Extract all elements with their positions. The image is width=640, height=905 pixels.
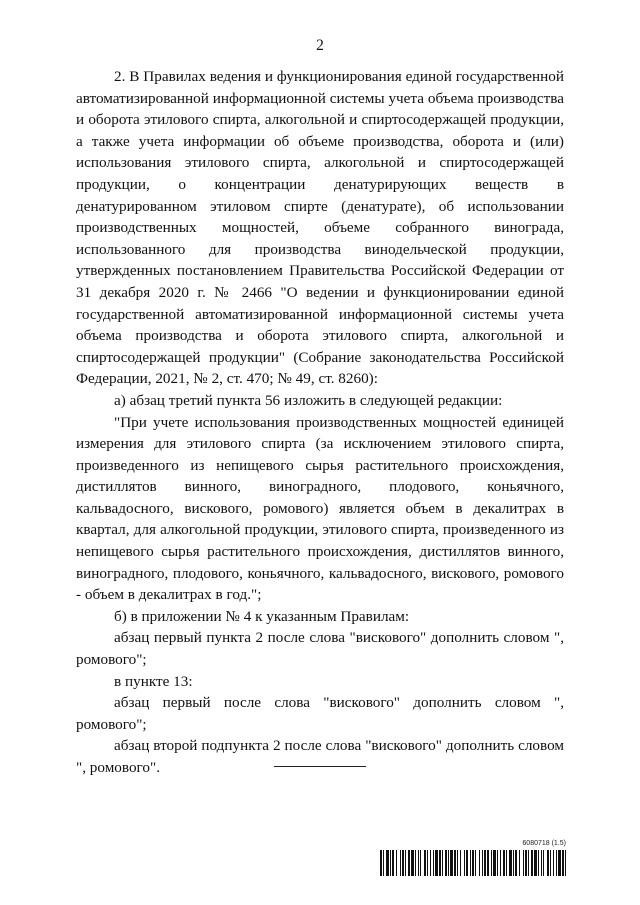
barcode-bar [538,850,539,876]
barcode-bar [484,850,486,876]
barcode-bar [442,850,443,876]
barcode-bar [400,850,401,876]
paragraph-amendment-intro: 2. В Правилах ведения и функционирования единой государственной автоматизированной информационной системы учета объема производства и оборота этилового спирта, алкогольной и спиртосодержащей продукции, а также учета информации об объеме производства, оборота и (или) использования этилового спирта, алкогольной и спиртосодержащей продукции, о концентрации денатурирующих веществ в денатурированном этиловом спирте (денатурате), об использовании производственных мощностей, объеме собранного винограда, использованного для производства винодельческой продукции, утвержденных постановлением Правительства Российской Федерации от 31 декабря 2020 г. № 2466 "О ведении и функционировании единой государственной автоматизированной информационной системы учета объема производства и оборота этилового спирта, алкогольной и спиртосодержащей продукции" (Собрание законодательства Российской Федерации, 2021, № 2, ст. 470; № 49, ст. 8260): [76,68,564,388]
barcode-bar [454,850,456,876]
barcode-bar [466,850,468,876]
barcode-bar [482,850,483,876]
barcode-bar [543,850,544,876]
barcode-bar [460,850,461,876]
barcode-bar [445,850,447,876]
barcode-bar [390,850,391,876]
barcode-bar [470,850,471,876]
barcode-bar [525,850,527,876]
barcode-bar [383,850,384,876]
barcode-bar [475,850,476,876]
barcode-bar [558,850,561,876]
paragraph-item-a: а) абзац третий пункта 56 изложить в следующей редакции: [114,391,503,409]
barcode-bar [547,850,549,876]
barcode-bar [556,850,557,876]
barcode-bar [435,850,438,876]
barcode-bar [405,850,406,876]
barcode-bar [424,850,426,876]
barcode-bar [464,850,465,876]
paragraph-quoted-text: "При учете использования производственных мощностей единицей измерения для этилового спирта (за исключением этилового спирта, произведенного из непищевого сырья растительного происхождения, дистиллятов винного, виноградного, плодового, коньячного, кальвадосного, вискового, ромового) является объем в декалитрах в квартал, для алкогольной продукции, этилового спирта, произведенного из непищевого сырья растительного происхождения, дистиллятов винного, виноградного, плодового, коньячного, кальвадосного, вискового, ромового - объем в декалитрах в год."; [76,413,564,604]
paragraph-clause-13: в пункте 13: [114,672,193,690]
barcode-bar [472,850,474,876]
barcode-bar [523,850,524,876]
barcode-icon [380,850,566,876]
barcode-bar [411,850,414,876]
barcode-block [380,839,566,876]
paragraph-clause-2: абзац первый пункта 2 после слова "вискового" дополнить словом ", ромового"; [76,629,564,669]
barcode-bar [528,850,529,876]
barcode-bar [439,850,441,876]
page-number: 2 [316,37,324,54]
barcode-bar [553,850,554,876]
barcode-bar [427,850,428,876]
barcode-bar [491,850,492,876]
barcode-bar [562,850,564,876]
barcode-bar [420,850,421,876]
barcode-bar [418,850,419,876]
barcode-bar [433,850,434,876]
paragraph-clause-13-second: абзац второй подпункта 2 после слова "вискового" дополнить словом ", ромового". [76,737,564,776]
barcode-bar [534,850,537,876]
barcode-bar [515,850,517,876]
barcode-bar [450,850,453,876]
barcode-bar [503,850,505,876]
barcode-bar [430,850,431,876]
barcode-bar [519,850,520,876]
barcode-bar [565,850,566,876]
barcode-bar [497,850,498,876]
barcode-bar [541,850,542,876]
barcode-bar [493,850,496,876]
barcode-bar [500,850,501,876]
paragraph-item-b: б) в приложении № 4 к указанным Правилам: [114,607,410,625]
end-separator-line [274,766,366,767]
barcode-bar [392,850,394,876]
document-body [76,66,564,779]
barcode-bar [513,850,514,876]
barcode-bar [487,850,489,876]
barcode-caption: 6080718 (1.5) [522,840,566,847]
paragraph-clause-13-first: абзац первый после слова "вискового" дополнить словом ", ромового"; [76,694,564,733]
barcode-bar [506,850,507,876]
barcode-bar [531,850,533,876]
barcode-bar [415,850,416,876]
barcode-bar [402,850,404,876]
barcode-bar [408,850,410,876]
barcode-bar [457,850,458,876]
barcode-bar [380,850,382,876]
barcode-bar [550,850,551,876]
barcode-bar [509,850,512,876]
barcode-bar [479,850,480,876]
barcode-bar [448,850,449,876]
barcode-bar [396,850,397,876]
barcode-bar [386,850,389,876]
